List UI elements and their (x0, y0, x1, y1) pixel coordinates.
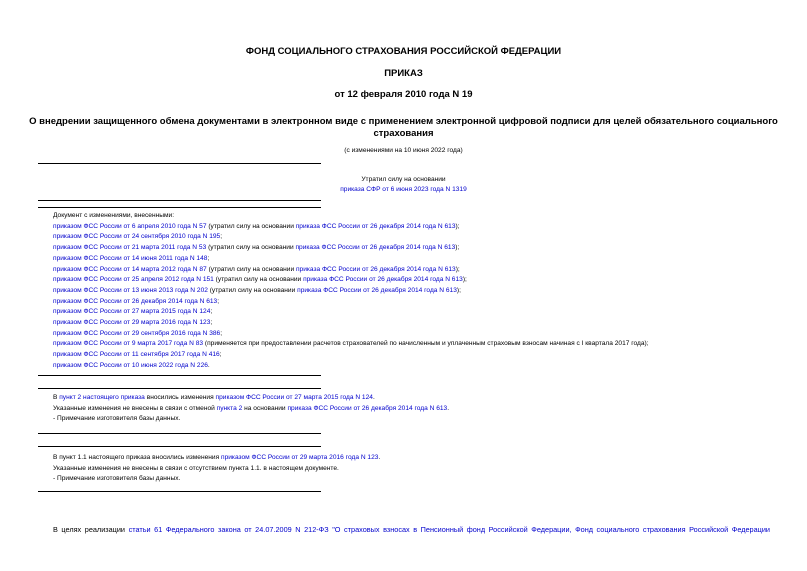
punctuation: ; (220, 233, 223, 241)
change-item (53, 297, 649, 308)
punctuation: . (207, 361, 210, 369)
text: . (372, 394, 375, 401)
punctuation: ); (462, 276, 467, 284)
text: вносились изменения (144, 394, 216, 401)
change-order-link[interactable]: приказом ФСС России от 14 марта 2012 года N 87 (53, 265, 207, 273)
note1-line2 (53, 404, 449, 415)
text: . (378, 454, 381, 461)
punctuation: ; (210, 319, 213, 327)
change-item (53, 265, 649, 276)
change-order-link[interactable]: приказом ФСС России от 13 июня 2013 года N 202 (53, 286, 208, 294)
punctuation: ); (456, 286, 461, 294)
change-note: (утратил силу на основании (206, 244, 296, 252)
changes-intro: Документ с изменениями, внесенными: (53, 212, 175, 219)
item2-link[interactable]: пункта 2 (216, 404, 243, 412)
item2-link[interactable]: пункт 2 настоящего приказа (59, 394, 145, 401)
change-item (53, 254, 649, 265)
change-order-link[interactable]: приказом ФСС России от 11 сентября 2017 года N 416 (53, 351, 220, 359)
divider (38, 446, 321, 447)
punctuation: ; (210, 308, 213, 316)
divider (38, 375, 321, 376)
body-paragraph-start (53, 525, 770, 534)
change-order-link[interactable]: приказом ФСС России от 14 июня 2011 года N 148 (53, 254, 208, 262)
note1-line3: - Примечание изготовителя базы данных. (53, 415, 181, 423)
change-order-link[interactable]: приказом ФСС России от 9 марта 2017 года N 83 (53, 340, 204, 348)
change-item (53, 222, 649, 233)
editor-note-1 (53, 393, 449, 425)
change-order-link[interactable]: приказом ФСС России от 6 апреля 2010 года N 57 (53, 222, 207, 230)
divider (38, 433, 321, 434)
changes-list (53, 211, 649, 372)
revoking-order-link[interactable]: приказа ФСС России от 26 декабря 2014 года N 613 (303, 276, 463, 284)
change-order-link[interactable]: приказом ФСС России от 21 марта 2011 года N 53 (53, 244, 207, 252)
order-link[interactable]: приказом ФСС России от 27 марта 2015 года N 124 (215, 394, 373, 401)
punctuation: ; (219, 351, 222, 359)
order-link[interactable]: приказа ФСС России от 26 декабря 2014 года N 613 (287, 404, 448, 412)
revision-note: (с изменениями на 10 июня 2022 года) (344, 147, 463, 154)
text: В (53, 394, 60, 401)
punctuation: ); (455, 244, 460, 252)
change-note: (применяется при предоставлении расчетов страхователей по начисленным и уплаченным страховым взносам начиная с I квартала 2017 года); (203, 340, 649, 348)
change-item (53, 232, 649, 243)
change-item (53, 318, 649, 329)
order-link[interactable]: приказом ФСС России от 29 марта 2016 года N 123 (221, 454, 379, 461)
text: на основании (242, 404, 288, 412)
change-item (53, 286, 649, 297)
void-note-text: Утратил силу на основании (361, 176, 446, 183)
punctuation: ); (455, 222, 460, 230)
divider (38, 207, 321, 208)
text: В целях реализации (53, 525, 129, 534)
change-order-link[interactable]: приказом ФСС России от 27 марта 2015 года N 124 (53, 308, 211, 316)
change-item (53, 350, 649, 361)
change-order-link[interactable]: приказом ФСС России от 25 апреля 2012 года N 151 (53, 276, 214, 284)
change-order-link[interactable]: приказом ФСС России от 29 сентября 2016 года N 386 (53, 329, 221, 337)
revoking-order-link[interactable]: приказа ФСС России от 26 декабря 2014 года N 613 (295, 222, 456, 230)
org-title: ФОНД СОЦИАЛЬНОГО СТРАХОВАНИЯ РОССИЙСКОЙ ФЕДЕРАЦИИ (245, 46, 562, 57)
divider (38, 200, 321, 201)
divider (38, 388, 321, 389)
change-item (53, 307, 649, 318)
text: В пункт 1.1 настоящего приказа вносились изменения (53, 454, 222, 461)
editor-note-2 (53, 453, 380, 485)
change-order-link[interactable]: приказом ФСС России от 26 декабря 2014 года N 613 (53, 297, 218, 305)
divider (38, 491, 321, 492)
note1-line1 (53, 393, 449, 404)
change-item (53, 339, 649, 350)
change-item (53, 275, 649, 286)
revoking-order-link[interactable]: приказа ФСС России от 26 декабря 2014 года N 613 (297, 286, 457, 294)
change-item (53, 361, 649, 372)
doc-type: ПРИКАЗ (384, 68, 423, 79)
note2-line3: - Примечание изготовителя базы данных. (53, 475, 181, 483)
punctuation: ; (217, 297, 220, 305)
change-note: (утратил силу на основании (206, 265, 296, 273)
note2-line2: Указанные изменения не внесены в связи с отсутствием пункта 1.1. в настоящем документе. (53, 464, 339, 472)
void-order-link[interactable]: приказа СФР от 6 июня 2023 года N 1319 (340, 186, 467, 193)
change-order-link[interactable]: приказом ФСС России от 10 июня 2022 года N 226 (53, 361, 208, 369)
change-note: (утратил силу на основании (213, 276, 304, 284)
revoking-order-link[interactable]: приказа ФСС России от 26 декабря 2014 года N 613 (295, 244, 456, 252)
punctuation: ; (207, 254, 210, 262)
void-note-link-row (0, 186, 807, 193)
change-item (53, 243, 649, 254)
change-item (53, 329, 649, 340)
change-note: (утратил силу на основании (207, 286, 298, 294)
doc-title-line1: О внедрении защищенного обмена документами в электронном виде с применением электронной цифровой подписи для целей обязательного социального (29, 116, 778, 127)
doc-title-line2: страхования (373, 128, 434, 139)
punctuation: ; (220, 329, 223, 337)
change-order-link[interactable]: приказом ФСС России от 24 сентября 2010 года N 195 (53, 233, 221, 241)
revoking-order-link[interactable]: приказа ФСС России от 26 декабря 2014 года N 613 (295, 265, 456, 273)
change-note: (утратил силу на основании (206, 222, 296, 230)
doc-date: от 12 февраля 2010 года N 19 (334, 89, 473, 100)
punctuation: ); (455, 265, 460, 273)
note2-line1 (53, 453, 380, 464)
text: . (447, 404, 450, 412)
divider (38, 163, 321, 164)
text: Указанные изменения не внесены в связи с отменой (53, 404, 217, 412)
law-article-link[interactable]: статьи 61 Федерального закона от 24.07.2009 N 212-ФЗ "О страховых взносах в Пенсионный фонд Российской Федерации, Фонд социального страхования Российской Федерации (128, 525, 771, 534)
change-order-link[interactable]: приказом ФСС России от 29 марта 2016 года N 123 (53, 319, 211, 327)
